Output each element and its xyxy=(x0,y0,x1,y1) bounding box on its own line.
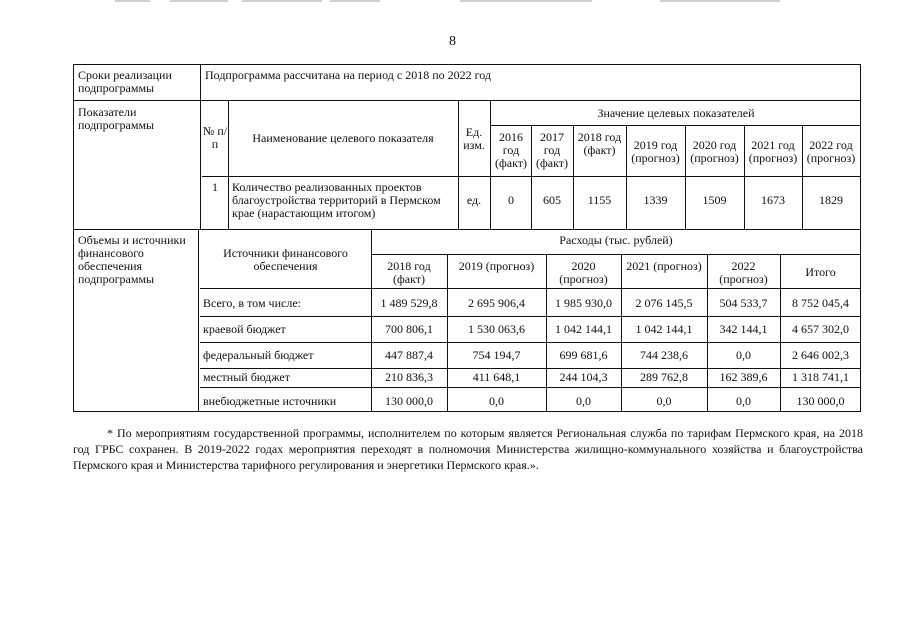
finance-value: 1 489 529,8 xyxy=(380,296,438,310)
terms-label: Сроки реализации подпрограммы xyxy=(78,68,172,95)
finance-value: 210 836,3 xyxy=(385,370,433,384)
finance-value: 130 000,0 xyxy=(796,394,845,408)
indicator-year-header: 2016 год (факт) xyxy=(494,130,527,170)
table-border-left xyxy=(73,64,74,412)
indicator-row-value: 1155 xyxy=(587,193,612,207)
indicator-subheader-divider xyxy=(490,125,861,126)
indicator-row-value: 0 xyxy=(508,193,514,207)
finance-value: 4 657 302,0 xyxy=(792,322,849,336)
finance-column-header: 2022 (прогноз) xyxy=(719,259,768,286)
indicator-number-header: № п/п xyxy=(202,124,228,151)
indicator-column-divider xyxy=(228,100,229,230)
indicator-year-header: 2022 год (прогноз) xyxy=(806,138,856,165)
finance-value: 411 648,1 xyxy=(472,370,521,384)
scan-edge-mark xyxy=(242,0,322,2)
finance-value: 1 042 144,1 xyxy=(635,322,693,336)
finance-row-divider xyxy=(200,316,861,317)
indicator-row-value: 1509 xyxy=(702,193,727,207)
finance-label: Объемы и источники финансового обеспечения подпрограммы xyxy=(78,233,186,286)
scan-edge-mark xyxy=(330,0,380,2)
finance-value: 0,0 xyxy=(656,394,672,408)
finance-source-label: Всего, в том числе: xyxy=(203,296,301,310)
table-row-divider xyxy=(73,100,861,101)
footnote: * По мероприятиям государственной программы, исполнителем по которым является Региональная служба по тарифам Пермского края, на 2018 год ГРБС сохранен. В 2019-2022 годах мероприятия переходят в полномочия Министерства жилищно-коммунального хозяйства и благоустройства Пермского края и Министерства тарифного регулирования и энергетики Пермского края.». xyxy=(73,426,863,472)
table-border-bottom xyxy=(73,411,861,412)
finance-value: 504 533,7 xyxy=(719,296,768,310)
indicator-row-unit: ед. xyxy=(466,193,482,207)
scan-edge-mark xyxy=(115,0,150,2)
finance-value: 130 000,0 xyxy=(385,394,433,408)
indicator-row-value: 1339 xyxy=(643,193,668,207)
finance-value: 289 762,8 xyxy=(640,370,688,384)
page-number: 8 xyxy=(449,34,456,49)
finance-source-label: краевой бюджет xyxy=(203,322,286,336)
finance-subheader-divider xyxy=(371,254,861,255)
finance-column-header: 2020 (прогноз) xyxy=(559,259,608,286)
scan-edge-mark xyxy=(170,0,228,2)
indicator-column-divider xyxy=(458,100,459,230)
finance-value: 1 042 144,1 xyxy=(555,322,612,336)
finance-expenses-header: Расходы (тыс. рублей) xyxy=(559,233,673,247)
indicator-row-value: 605 xyxy=(543,193,561,207)
indicator-row-value: 1829 xyxy=(819,193,843,207)
passport-table xyxy=(73,64,861,412)
finance-row-divider xyxy=(200,387,861,388)
finance-header-divider xyxy=(200,288,861,289)
finance-value: 2 076 145,5 xyxy=(635,296,693,310)
indicator-row-value: 1673 xyxy=(761,193,785,207)
finance-value: 0,0 xyxy=(736,394,751,408)
indicator-unit-header: Ед. изм. xyxy=(463,125,485,152)
finance-value: 8 752 045,4 xyxy=(792,296,849,310)
indicator-values-header: Значение целевых показателей xyxy=(597,106,755,120)
table-border-top xyxy=(73,64,861,65)
finance-value: 0,0 xyxy=(736,348,751,362)
finance-column-header: 2018 год (факт) xyxy=(387,259,431,286)
indicator-year-header: 2018 год (факт) xyxy=(577,130,622,157)
finance-value: 0,0 xyxy=(576,394,591,408)
finance-column-header: Итого xyxy=(805,265,836,279)
indicator-name-header: Наименование целевого показателя xyxy=(252,131,434,145)
finance-value: 754 194,7 xyxy=(472,348,521,362)
finance-row-divider xyxy=(200,368,861,369)
indicator-row-number: 1 xyxy=(212,180,218,194)
finance-value: 2 646 002,3 xyxy=(792,348,849,362)
finance-value: 447 887,4 xyxy=(385,348,433,362)
scan-edge-mark xyxy=(460,0,592,2)
finance-value: 1 318 741,1 xyxy=(792,370,849,384)
finance-source-label: федеральный бюджет xyxy=(203,348,314,362)
finance-value: 1 530 063,6 xyxy=(468,322,525,336)
finance-value: 700 806,1 xyxy=(385,322,433,336)
finance-row-divider xyxy=(200,342,861,343)
finance-source-header: Источники финансового обеспечения xyxy=(223,246,348,273)
finance-value: 342 144,1 xyxy=(719,322,768,336)
finance-column-header: 2021 (прогноз) xyxy=(626,259,702,273)
finance-value: 699 681,6 xyxy=(559,348,608,362)
indicator-row-name: Количество реализованных проектов благоустройства территорий в Пермском крае (нарастающим итогом) xyxy=(232,180,441,220)
indicator-year-header: 2020 год (прогноз) xyxy=(690,138,739,165)
finance-column-header: 2019 (прогноз) xyxy=(458,259,535,273)
finance-label-column-divider xyxy=(198,229,199,412)
finance-column-divider xyxy=(371,229,372,412)
indicator-year-header: 2021 год (прогноз) xyxy=(748,138,798,165)
indicator-year-header: 2019 год (прогноз) xyxy=(631,138,680,165)
finance-value: 1 985 930,0 xyxy=(555,296,612,310)
indicators-label: Показатели подпрограммы xyxy=(78,105,155,132)
finance-value: 0,0 xyxy=(489,394,504,408)
finance-value: 2 695 906,4 xyxy=(468,296,525,310)
table-row-divider xyxy=(73,229,861,230)
finance-value: 244 104,3 xyxy=(559,370,608,384)
terms-value: Подпрограмма рассчитана на период с 2018 по 2022 год xyxy=(205,68,491,82)
label-column-divider xyxy=(200,64,201,230)
finance-value: 162 389,6 xyxy=(719,370,768,384)
indicator-year-header: 2017 год (факт) xyxy=(535,130,568,170)
finance-value: 744 238,6 xyxy=(640,348,688,362)
finance-source-label: местный бюджет xyxy=(203,370,290,384)
scan-edge-mark xyxy=(660,0,780,2)
finance-source-label: внебюджетные источники xyxy=(203,394,337,408)
